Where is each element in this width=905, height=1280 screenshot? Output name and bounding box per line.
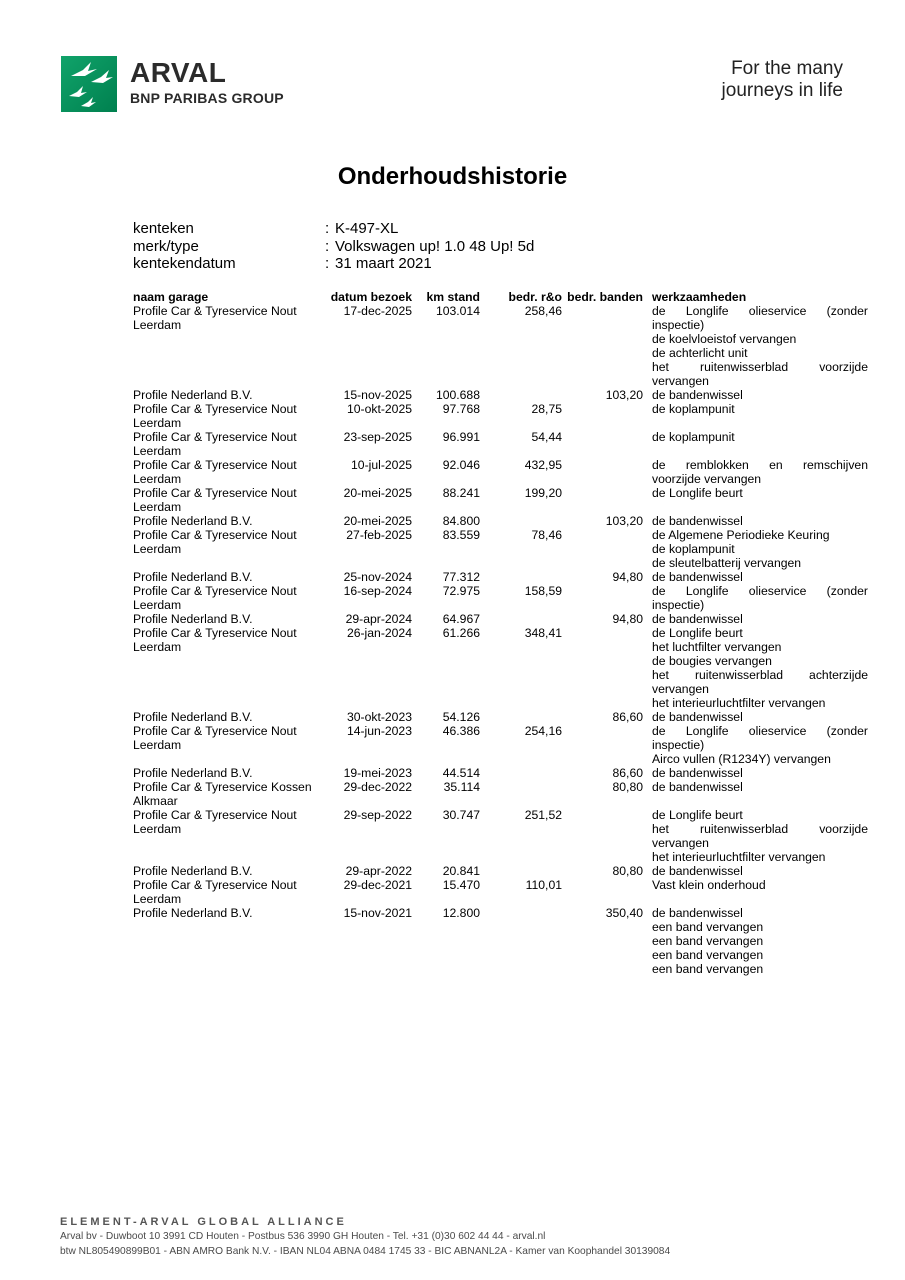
- maintenance-history-table: [133, 290, 873, 976]
- table-row: [133, 304, 873, 388]
- work-item: de bougies vervangen: [652, 654, 772, 668]
- table-row: [133, 430, 873, 458]
- cell-km: 72.975: [442, 584, 480, 598]
- work-item: de Algemene Periodieke Keuring: [652, 528, 830, 542]
- header-date: datum bezoek: [330, 290, 412, 304]
- cell-work: [643, 612, 868, 626]
- cell-garage: Profile Nederland B.V.: [133, 570, 253, 584]
- cell-garage: Profile Nederland B.V.: [133, 864, 253, 878]
- cell-tires: [562, 458, 643, 486]
- cell-ro: [480, 388, 562, 402]
- cell-tires: [562, 486, 643, 514]
- cell-date: 29-apr-2024: [345, 612, 412, 626]
- work-item: de bandenwissel: [652, 612, 743, 626]
- table-row: [133, 486, 873, 514]
- cell-km: 84.800: [442, 514, 480, 528]
- cell-date: 23-sep-2025: [343, 430, 412, 444]
- work-item: een band vervangen: [652, 962, 764, 976]
- work-item: de bandenwissel: [652, 864, 743, 878]
- cell-date: 10-jul-2025: [351, 458, 412, 472]
- cell-garage: Profile Car & Tyreservice Nout Leerdam: [133, 430, 297, 458]
- footer: [60, 1216, 860, 1259]
- vehicle-detail-separator: :: [325, 255, 330, 272]
- cell-ro: [480, 612, 562, 626]
- work-item: de Longlife olieservice (zonder inspectie): [652, 724, 868, 752]
- cell-tires: [562, 724, 643, 766]
- cell-work: [643, 388, 868, 402]
- work-item: de sleutelbatterij vervangen: [652, 556, 802, 570]
- work-item: het ruitenwisserblad voorzijde vervangen: [652, 360, 868, 388]
- cell-date: 25-nov-2024: [343, 570, 412, 584]
- work-item: het luchtfilter vervangen: [652, 640, 782, 654]
- cell-ro: 199,20: [524, 486, 562, 500]
- cell-work: [643, 304, 868, 388]
- vehicle-detail-separator: :: [325, 237, 330, 255]
- cell-date: 19-mei-2023: [343, 766, 412, 780]
- cell-tires: 350,40: [605, 906, 643, 920]
- cell-garage: Profile Car & Tyreservice Nout Leerdam: [133, 584, 297, 612]
- cell-km: 44.514: [442, 766, 480, 780]
- work-item: de koelvloeistof vervangen: [652, 332, 797, 346]
- cell-km: 92.046: [442, 458, 480, 472]
- table-row: [133, 780, 873, 808]
- cell-date: 27-feb-2025: [346, 528, 412, 542]
- cell-tires: 103,20: [605, 514, 643, 528]
- cell-work: [643, 710, 868, 724]
- work-item: de koplampunit: [652, 402, 735, 416]
- cell-km: 30.747: [442, 808, 480, 822]
- cell-ro: 110,01: [525, 878, 562, 892]
- cell-tires: [562, 626, 643, 710]
- cell-garage: Profile Nederland B.V.: [133, 766, 253, 780]
- cell-tires: [562, 430, 643, 458]
- work-item: de bandenwissel: [652, 780, 743, 794]
- cell-tires: [562, 808, 643, 864]
- cell-km: 64.967: [442, 612, 480, 626]
- cell-date: 29-dec-2021: [343, 878, 412, 892]
- header-km: km stand: [426, 290, 480, 304]
- cell-ro: [480, 906, 562, 976]
- work-item: de Longlife olieservice (zonder inspectie): [652, 304, 868, 332]
- footer-legal: btw NL805490899B01 - ABN AMRO Bank N.V. - IBAN NL04 ABNA 0484 1745 33 - BIC ABNANL2A - Kamer van Koophandel 30139084: [60, 1246, 671, 1257]
- cell-tires: 103,20: [605, 388, 643, 402]
- work-item: de bandenwissel: [652, 906, 743, 920]
- cell-garage: Profile Car & Tyreservice Nout Leerdam: [133, 528, 297, 556]
- cell-tires: 94,80: [612, 570, 643, 584]
- tagline-line-1: For the many: [731, 58, 843, 79]
- vehicle-details: [133, 220, 534, 273]
- cell-ro: [480, 710, 562, 724]
- vehicle-detail-value: Volkswagen up! 1.0 48 Up! 5d: [335, 237, 535, 255]
- vehicle-detail-label: merk/type: [133, 237, 199, 255]
- work-item: de bandenwissel: [652, 710, 743, 724]
- cell-work: [643, 766, 868, 780]
- cell-tires: 94,80: [612, 612, 643, 626]
- cell-work: [643, 724, 868, 766]
- cell-date: 20-mei-2025: [343, 514, 412, 528]
- cell-work: [643, 528, 868, 570]
- table-row: [133, 710, 873, 724]
- cell-garage: Profile Nederland B.V.: [133, 906, 253, 920]
- table-row: [133, 626, 873, 710]
- cell-km: 15.470: [442, 878, 480, 892]
- table-row: [133, 514, 873, 528]
- cell-ro: 432,95: [524, 458, 562, 472]
- cell-km: 100.688: [435, 388, 480, 402]
- cell-tires: 80,80: [612, 780, 643, 794]
- cell-work: [643, 864, 868, 878]
- cell-work: [643, 486, 868, 514]
- work-item: een band vervangen: [652, 920, 764, 934]
- cell-date: 15-nov-2021: [343, 906, 412, 920]
- cell-date: 29-apr-2022: [345, 864, 412, 878]
- table-row: [133, 570, 873, 584]
- cell-km: 54.126: [442, 710, 480, 724]
- vehicle-detail-row: [133, 220, 534, 238]
- cell-km: 88.241: [442, 486, 480, 500]
- table-row: [133, 766, 873, 780]
- arval-logo: [61, 56, 321, 114]
- footer-address: Arval bv - Duwboot 10 3991 CD Houten - Postbus 536 3990 GH Houten - Tel. +31 (0)30 602 44 44 - arval.nl: [60, 1231, 546, 1242]
- cell-date: 29-dec-2022: [343, 780, 412, 794]
- cell-garage: Profile Car & Tyreservice Nout Leerdam: [133, 878, 297, 906]
- cell-ro: 78,46: [531, 528, 562, 542]
- cell-date: 29-sep-2022: [343, 808, 412, 822]
- cell-ro: 54,44: [531, 430, 562, 444]
- vehicle-detail-value: K-497-XL: [335, 220, 399, 237]
- cell-km: 96.991: [442, 430, 480, 444]
- cell-work: [643, 878, 868, 906]
- table-row: [133, 402, 873, 430]
- cell-km: 61.266: [442, 626, 480, 640]
- cell-date: 16-sep-2024: [343, 584, 412, 598]
- work-item: het interieurluchtfilter vervangen: [652, 850, 826, 864]
- cell-km: 83.559: [442, 528, 480, 542]
- cell-ro: [480, 570, 562, 584]
- vehicle-detail-value: 31 maart 2021: [335, 255, 432, 272]
- arval-birds-icon: [61, 56, 117, 112]
- cell-garage: Profile Car & Tyreservice Nout Leerdam: [133, 808, 297, 836]
- cell-date: 17-dec-2025: [343, 304, 412, 318]
- cell-ro: 251,52: [524, 808, 562, 822]
- cell-work: [643, 570, 868, 584]
- header-tires: bedr. banden: [567, 290, 643, 304]
- vehicle-detail-separator: :: [325, 220, 330, 237]
- cell-km: 97.768: [442, 402, 480, 416]
- cell-tires: 86,60: [612, 710, 643, 724]
- cell-work: [643, 906, 868, 976]
- cell-tires: [562, 402, 643, 430]
- cell-garage: Profile Nederland B.V.: [133, 612, 253, 626]
- vehicle-detail-row: [133, 238, 534, 256]
- table-row: [133, 808, 873, 864]
- cell-ro: 348,41: [524, 626, 562, 640]
- work-item: het interieurluchtfilter vervangen: [652, 696, 826, 710]
- cell-ro: 254,16: [524, 724, 562, 738]
- table-row: [133, 906, 873, 976]
- brand-group: BNP PARIBAS GROUP: [130, 90, 284, 106]
- cell-km: 20.841: [442, 864, 480, 878]
- table-row: [133, 584, 873, 612]
- cell-work: [643, 514, 868, 528]
- cell-garage: Profile Car & Tyreservice Nout Leerdam: [133, 458, 297, 486]
- cell-ro: [480, 514, 562, 528]
- cell-km: 35.114: [443, 780, 480, 794]
- table-row: [133, 864, 873, 878]
- cell-tires: [562, 528, 643, 570]
- cell-work: [643, 808, 868, 864]
- cell-tires: 86,60: [612, 766, 643, 780]
- work-item: het ruitenwisserblad achterzijde vervangen: [652, 668, 868, 696]
- cell-garage: Profile Nederland B.V.: [133, 514, 253, 528]
- work-item: een band vervangen: [652, 948, 764, 962]
- work-item: de bandenwissel: [652, 570, 743, 584]
- cell-garage: Profile Nederland B.V.: [133, 710, 253, 724]
- table-row: [133, 528, 873, 570]
- cell-date: 26-jan-2024: [346, 626, 412, 640]
- header-garage: naam garage: [133, 290, 209, 304]
- cell-work: [643, 780, 868, 808]
- work-item: de Longlife beurt: [652, 626, 743, 640]
- work-item: de achterlicht unit: [652, 346, 748, 360]
- work-item: de Longlife olieservice (zonder inspectie): [652, 584, 868, 612]
- work-item: het ruitenwisserblad voorzijde vervangen: [652, 822, 868, 850]
- work-item: de koplampunit: [652, 430, 735, 444]
- cell-work: [643, 458, 868, 486]
- vehicle-detail-label: kenteken: [133, 220, 194, 237]
- work-item: de remblokken en remschijven voorzijde vervangen: [652, 458, 868, 486]
- work-item: de Longlife beurt: [652, 808, 743, 822]
- work-item: Vast klein onderhoud: [652, 878, 766, 892]
- cell-work: [643, 584, 868, 612]
- cell-work: [643, 626, 868, 710]
- work-item: de bandenwissel: [652, 514, 743, 528]
- cell-ro: 28,75: [531, 402, 562, 416]
- cell-garage: Profile Car & Tyreservice Kossen Alkmaar: [133, 780, 312, 808]
- cell-garage: Profile Car & Tyreservice Nout Leerdam: [133, 402, 297, 430]
- cell-garage: Profile Car & Tyreservice Nout Leerdam: [133, 486, 297, 514]
- cell-ro: [480, 780, 562, 808]
- cell-ro: 158,59: [524, 584, 562, 598]
- table-row: [133, 612, 873, 626]
- cell-km: 77.312: [442, 570, 480, 584]
- cell-date: 15-nov-2025: [343, 388, 412, 402]
- cell-date: 30-okt-2023: [346, 710, 412, 724]
- cell-km: 46.386: [442, 724, 480, 738]
- cell-ro: [480, 864, 562, 878]
- document-title: Onderhoudshistorie: [337, 163, 568, 190]
- tagline: [623, 58, 843, 102]
- table-row: [133, 388, 873, 402]
- table-row: [133, 878, 873, 906]
- cell-garage: Profile Car & Tyreservice Nout Leerdam: [133, 304, 297, 332]
- work-item: een band vervangen: [652, 934, 764, 948]
- vehicle-detail-label: kentekendatum: [133, 255, 236, 272]
- cell-work: [643, 402, 868, 430]
- work-item: de bandenwissel: [652, 388, 743, 402]
- cell-tires: 80,80: [612, 864, 643, 878]
- footer-alliance: ELEMENT-ARVAL GLOBAL ALLIANCE: [60, 1216, 347, 1228]
- vehicle-detail-row: [133, 255, 534, 273]
- cell-km: 12.800: [442, 906, 480, 920]
- header-ro: bedr. r&o: [508, 290, 562, 304]
- cell-km: 103.014: [435, 304, 480, 318]
- cell-ro: [480, 766, 562, 780]
- cell-tires: [562, 878, 643, 906]
- header-work: werkzaamheden: [652, 290, 747, 304]
- table-row: [133, 724, 873, 766]
- cell-ro: 258,46: [524, 304, 562, 318]
- brand-name: ARVAL: [130, 57, 227, 88]
- work-item: de Longlife beurt: [652, 486, 743, 500]
- work-item: Airco vullen (R1234Y) vervangen: [652, 752, 831, 766]
- cell-garage: Profile Nederland B.V.: [133, 388, 253, 402]
- cell-work: [643, 430, 868, 458]
- cell-tires: [562, 304, 643, 388]
- cell-tires: [562, 584, 643, 612]
- cell-date: 14-jun-2023: [346, 724, 412, 738]
- cell-date: 20-mei-2025: [343, 486, 412, 500]
- table-row: [133, 458, 873, 486]
- cell-garage: Profile Car & Tyreservice Nout Leerdam: [133, 724, 297, 752]
- cell-date: 10-okt-2025: [346, 402, 412, 416]
- table-header-row: [133, 290, 873, 304]
- work-item: de bandenwissel: [652, 766, 743, 780]
- work-item: de koplampunit: [652, 542, 735, 556]
- cell-garage: Profile Car & Tyreservice Nout Leerdam: [133, 626, 297, 654]
- tagline-line-2: journeys in life: [721, 80, 843, 101]
